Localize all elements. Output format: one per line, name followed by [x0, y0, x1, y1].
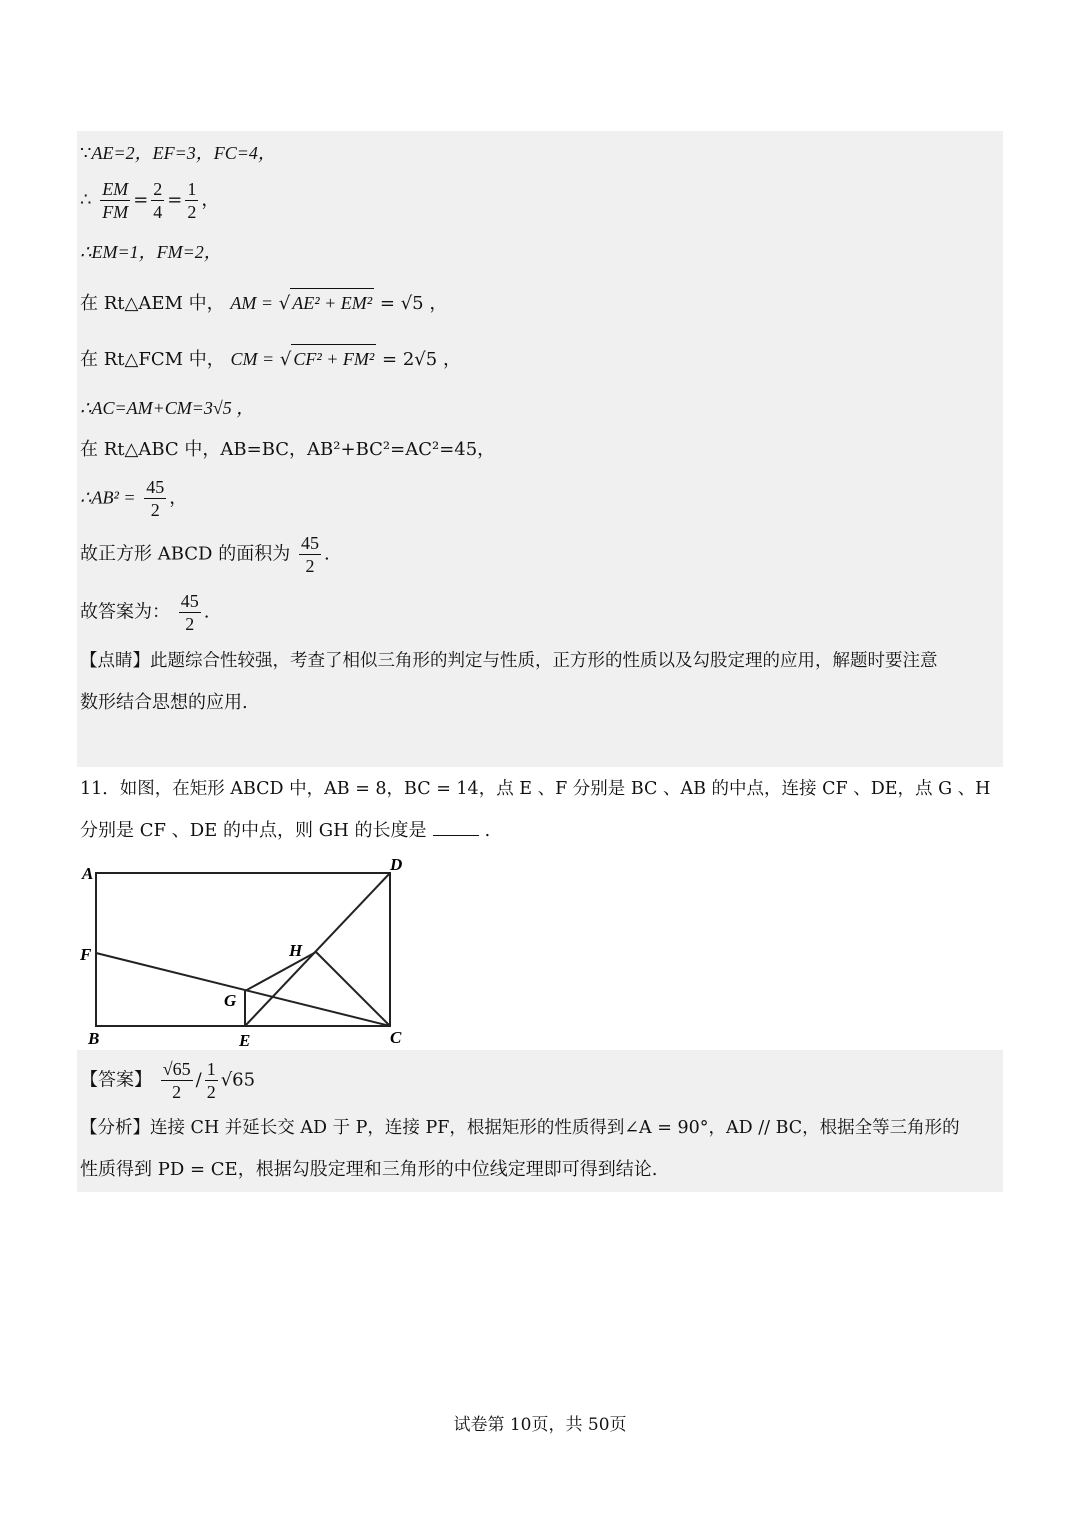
fraction-numerator: 1 [187, 179, 197, 199]
comma: ， [201, 189, 220, 211]
label-f: F [80, 945, 92, 964]
fraction-1-2 [205, 1058, 218, 1103]
fraction-denominator: 2 [172, 1082, 182, 1102]
fraction-numerator: EM [102, 179, 129, 199]
solution-line-5-prefix: 在 Rt△FCM 中， [80, 349, 225, 370]
solution-line-7: 在 Rt△ABC 中，AB=BC，AB²+BC²=AC²=45， [80, 439, 496, 460]
fraction-45-2 [179, 590, 201, 635]
solution-line-8 [80, 476, 187, 521]
fraction-denominator: 2 [187, 202, 197, 222]
fraction-numerator: √65 [162, 1059, 191, 1079]
rectangle-abcd [96, 873, 390, 1026]
equals-sign: = [133, 189, 149, 211]
equals-sign: = [167, 189, 183, 211]
solution-line-9 [80, 532, 330, 577]
fraction-denominator: FM [102, 202, 129, 222]
solution-line-5 [80, 344, 461, 374]
label-e: E [239, 1031, 251, 1050]
solution-line-4-prefix: 在 Rt△AEM 中， [80, 293, 225, 314]
fraction-denominator: 2 [305, 556, 315, 576]
key-point-line-2: 数形结合思想的应用. [80, 692, 248, 713]
slash: / [195, 1069, 202, 1091]
fraction-numerator: 1 [206, 1059, 216, 1079]
solution-line-5-lhs: CM = [230, 349, 275, 369]
fraction-numerator: 45 [300, 533, 319, 553]
radical-sign: √ [278, 293, 291, 314]
label-b: B [88, 1029, 100, 1048]
label-h: H [289, 941, 303, 960]
analysis-line-1: 【分析】连接 CH 并延长交 AD 于 P，连接 PF，根据矩形的性质得到∠A = 90°，AD // BC，根据全等三角形的 [80, 1118, 960, 1138]
answer-is-prefix: 故答案为： [80, 601, 170, 623]
label-a: A [82, 864, 94, 883]
answer-blank [433, 835, 479, 836]
fraction-45-2 [299, 532, 321, 577]
fraction-denominator: 2 [185, 614, 195, 634]
fraction-denominator: 4 [153, 202, 163, 222]
label-g: G [224, 991, 237, 1010]
answer-line [80, 1058, 255, 1103]
analysis-line-2: 性质得到 PD = CE，根据勾股定理和三角形的中位线定理即可得到结论. [80, 1159, 658, 1180]
label-d: D [390, 855, 403, 874]
segment-hc [316, 952, 390, 1026]
therefore-symbol: ∴ [80, 189, 92, 211]
fraction-2-4 [151, 178, 164, 223]
radicand: CF² + FM² [291, 344, 376, 373]
fraction-denominator: 2 [150, 500, 160, 520]
solution-line-10 [80, 590, 209, 635]
question-11-line-2 [80, 817, 490, 845]
fraction-numerator: 45 [146, 477, 165, 497]
solution-line-8-prefix: ∴AB² = [80, 487, 136, 508]
segment-gh [245, 952, 316, 991]
radicand: AE² + EM² [290, 288, 374, 317]
solution-line-1 [80, 139, 276, 168]
solution-line-5-rhs: = 2√5 ， [382, 349, 461, 370]
rectangle-figure [75, 850, 420, 1050]
fraction-em-fm [100, 178, 130, 223]
fraction-1-2 [185, 178, 198, 223]
period: . [484, 820, 491, 841]
segment-cf [96, 953, 390, 1026]
fraction-numerator: 2 [153, 179, 163, 199]
answer-label: 【答案】 [80, 1069, 152, 1091]
question-11-line-1: 11．如图，在矩形 ABCD 中，AB = 8，BC = 14，点 E 、F 分别是 BC 、AB 的中点，连接 CF 、DE，点 G 、H [80, 779, 991, 799]
fraction-45-2 [144, 476, 166, 521]
solution-line-3: ∴EM=1，FM=2， [80, 242, 222, 262]
question-11-line-2-text: 分别是 CF 、DE 的中点，则 GH 的长度是 [80, 820, 427, 841]
period: . [323, 543, 330, 565]
key-point-line-1: 【点睛】此题综合性较强，考查了相似三角形的判定与性质，正方形的性质以及勾股定理的应用，解题时要注意 [80, 651, 938, 671]
fraction-denominator: 2 [206, 1082, 216, 1102]
sqrt-65: √65 [220, 1069, 256, 1091]
solution-line-2 [80, 178, 219, 223]
label-c: C [390, 1028, 402, 1047]
solution-line-9-prefix: 故正方形 ABCD 的面积为 [80, 543, 291, 565]
fraction-numerator: 45 [180, 591, 199, 611]
page-footer: 试卷第 10页，共 50页 [453, 1415, 627, 1435]
period: . [203, 601, 210, 623]
solution-line-4-rhs: = √5 ， [379, 293, 448, 314]
solution-line-1-text: AE=2，EF=3，FC=4， [91, 143, 276, 163]
solution-line-4 [80, 288, 447, 318]
solution-line-6: ∴AC=AM+CM=3√5 ， [80, 398, 255, 418]
because-symbol: ∵ [80, 143, 92, 164]
fraction-sqrt65-2 [161, 1058, 193, 1103]
solution-line-4-lhs: AM = [230, 293, 274, 313]
comma: ， [169, 487, 188, 509]
radical-sign: √ [279, 349, 292, 370]
